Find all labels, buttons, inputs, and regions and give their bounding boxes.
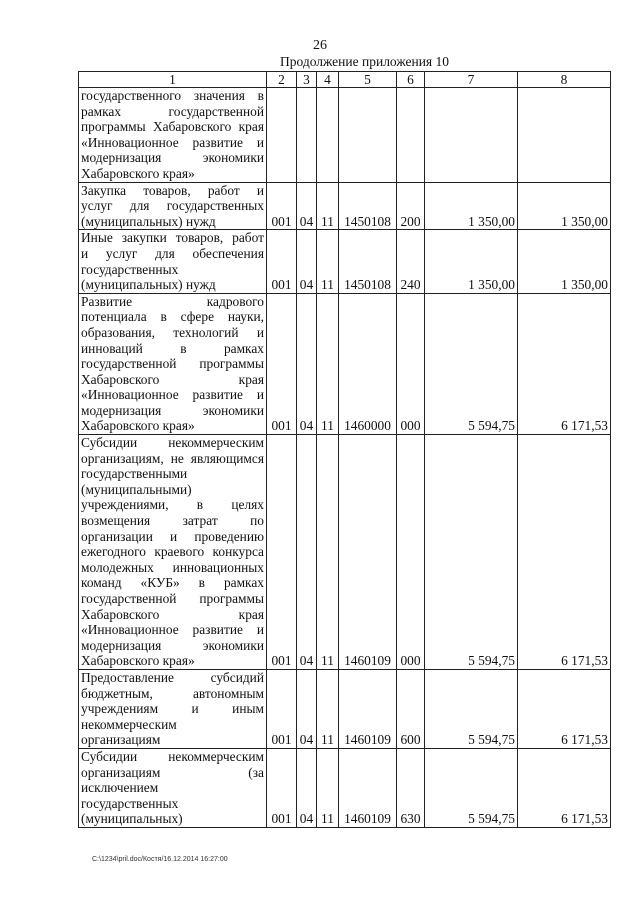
description-line: (муниципальных) (81, 811, 183, 827)
subsection-code-cell: 11 (317, 748, 339, 827)
description-line: некоммерческим (81, 716, 177, 732)
table-row (79, 748, 611, 827)
amount-col7-cell: 1 350,00 (425, 182, 518, 230)
description-line: «Инновационное развитие и (81, 134, 264, 150)
table-header-row (79, 72, 611, 88)
description-line: модернизация экономики (81, 150, 264, 166)
ministry-code-cell: 001 (267, 435, 297, 670)
amount-col7-cell: 1 350,00 (425, 230, 518, 293)
description-line: модернизация экономики (81, 402, 264, 418)
ministry-code-cell: 001 (267, 182, 297, 230)
header-cell-5: 5 (339, 72, 397, 88)
section-code-cell: 04 (297, 748, 317, 827)
expense-type-cell: 200 (397, 182, 425, 230)
description-line: рамках государственной (81, 103, 264, 119)
amount-col8-cell: 1 350,00 (518, 182, 611, 230)
description-line: государственного значения в (81, 88, 264, 103)
description-line: Иные закупки товаров, работ (81, 230, 264, 246)
description-line: государственной программы (81, 591, 264, 606)
header-cell-1: 1 (79, 72, 267, 88)
description-line: команд «КУБ» в рамках (81, 575, 264, 591)
description-line: Хабаровского края (81, 606, 264, 622)
amount-col7-cell: 5 594,75 (425, 748, 518, 827)
target-article-cell: 1450108 (339, 182, 397, 230)
description-line: учреждениями, в целях (81, 497, 264, 513)
header-cell-3: 3 (297, 72, 317, 88)
section-code-cell (297, 88, 317, 183)
target-article-cell (339, 88, 397, 183)
row-description (79, 748, 267, 827)
amount-col7-cell: 5 594,75 (425, 293, 518, 434)
table-row (79, 435, 611, 670)
description-line: Хабаровского края» (81, 165, 195, 181)
description-line: бюджетным, автономным (81, 685, 264, 701)
table-caption: Продолжение приложения 10 (280, 54, 450, 69)
header-cell-7: 7 (425, 72, 518, 88)
header-cell-4: 4 (317, 72, 339, 88)
ministry-code-cell: 001 (267, 230, 297, 293)
description-line: образования, технологий и (81, 324, 264, 340)
expense-type-cell: 240 (397, 230, 425, 293)
amount-col8-cell: 6 171,53 (518, 293, 611, 434)
section-code-cell: 04 (297, 230, 317, 293)
expense-type-cell: 600 (397, 669, 425, 748)
target-article-cell: 1460000 (339, 293, 397, 434)
description-line: организациям (за (81, 764, 264, 780)
header-cell-8: 8 (518, 72, 611, 88)
header-cell-6: 6 (397, 72, 425, 88)
description-line: (муниципальными) (81, 481, 192, 497)
description-line: организациям, не являющимся (81, 450, 264, 466)
section-code-cell: 04 (297, 182, 317, 230)
subsection-code-cell: 11 (317, 182, 339, 230)
amount-col8-cell: 6 171,53 (518, 669, 611, 748)
description-line: организации и проведению (81, 528, 264, 544)
description-line: государственных (81, 261, 179, 277)
description-line: молодежных инновационных (81, 559, 264, 575)
description-line: модернизация экономики (81, 637, 264, 653)
amount-col8-cell: 6 171,53 (518, 435, 611, 670)
description-line: Субсидии некоммерческим (81, 748, 264, 764)
table-row (79, 230, 611, 293)
description-line: программы Хабаровского края (81, 119, 264, 135)
target-article-cell: 1450108 (339, 230, 397, 293)
header-cell-2: 2 (267, 72, 297, 88)
description-line: Предоставление субсидий (81, 669, 264, 685)
description-line: исключением (81, 780, 159, 796)
description-line: ежегодного краевого конкурса (81, 544, 264, 560)
table-row (79, 669, 611, 748)
description-line: организациям (81, 732, 161, 748)
amount-col8-cell: 6 171,53 (518, 748, 611, 827)
description-line: Развитие кадрового (81, 293, 264, 309)
ministry-code-cell: 001 (267, 293, 297, 434)
description-line: Хабаровского края» (81, 653, 195, 669)
ministry-code-cell: 001 (267, 748, 297, 827)
amount-col7-cell: 5 594,75 (425, 435, 518, 670)
section-code-cell: 04 (297, 435, 317, 670)
description-line: и услуг для обеспечения (81, 245, 264, 261)
description-line: потенциала в сфере науки, (81, 309, 264, 325)
file-path-footer: C:\1234\pril.doc/Костя/16.12.2014 16:27:00 (92, 856, 228, 863)
description-line: инноваций в рамках (81, 340, 264, 356)
description-line: «Инновационное развитие и (81, 387, 264, 403)
page-number: 26 (313, 38, 327, 53)
target-article-cell: 1460109 (339, 435, 397, 670)
section-code-cell: 04 (297, 669, 317, 748)
amount-col8-cell (518, 88, 611, 183)
description-line: учреждениям и иным (81, 701, 264, 717)
amount-col8-cell: 1 350,00 (518, 230, 611, 293)
description-line: Субсидии некоммерческим (81, 435, 264, 451)
table-row (79, 182, 611, 230)
subsection-code-cell: 11 (317, 435, 339, 670)
expense-type-cell: 630 (397, 748, 425, 827)
description-line: услуг для государственных (81, 198, 264, 214)
subsection-code-cell: 11 (317, 669, 339, 748)
target-article-cell: 1460109 (339, 748, 397, 827)
description-line: Закупка товаров, работ и (81, 182, 264, 198)
row-description (79, 88, 267, 183)
ministry-code-cell (267, 88, 297, 183)
description-line: «Инновационное развитие и (81, 622, 264, 638)
amount-col7-cell (425, 88, 518, 183)
subsection-code-cell (317, 88, 339, 183)
description-line: Хабаровского края» (81, 418, 195, 434)
description-line: (муниципальных) нужд (81, 277, 216, 293)
expense-type-cell (397, 88, 425, 183)
row-description (79, 230, 267, 293)
description-line: государственными (81, 466, 188, 482)
ministry-code-cell: 001 (267, 669, 297, 748)
description-line: государственных (81, 795, 179, 811)
description-line: (муниципальных) нужд (81, 213, 216, 229)
description-line: возмещения затрат по (81, 513, 264, 529)
row-description (79, 669, 267, 748)
amount-col7-cell: 5 594,75 (425, 669, 518, 748)
row-description (79, 435, 267, 670)
row-description (79, 293, 267, 434)
expense-type-cell: 000 (397, 293, 425, 434)
row-description (79, 182, 267, 230)
expense-type-cell: 000 (397, 435, 425, 670)
table-row (79, 293, 611, 434)
description-line: Хабаровского края (81, 371, 264, 387)
target-article-cell: 1460109 (339, 669, 397, 748)
description-line: государственной программы (81, 356, 264, 372)
subsection-code-cell: 11 (317, 293, 339, 434)
section-code-cell: 04 (297, 293, 317, 434)
budget-table (78, 71, 611, 828)
table-row (79, 88, 611, 183)
subsection-code-cell: 11 (317, 230, 339, 293)
